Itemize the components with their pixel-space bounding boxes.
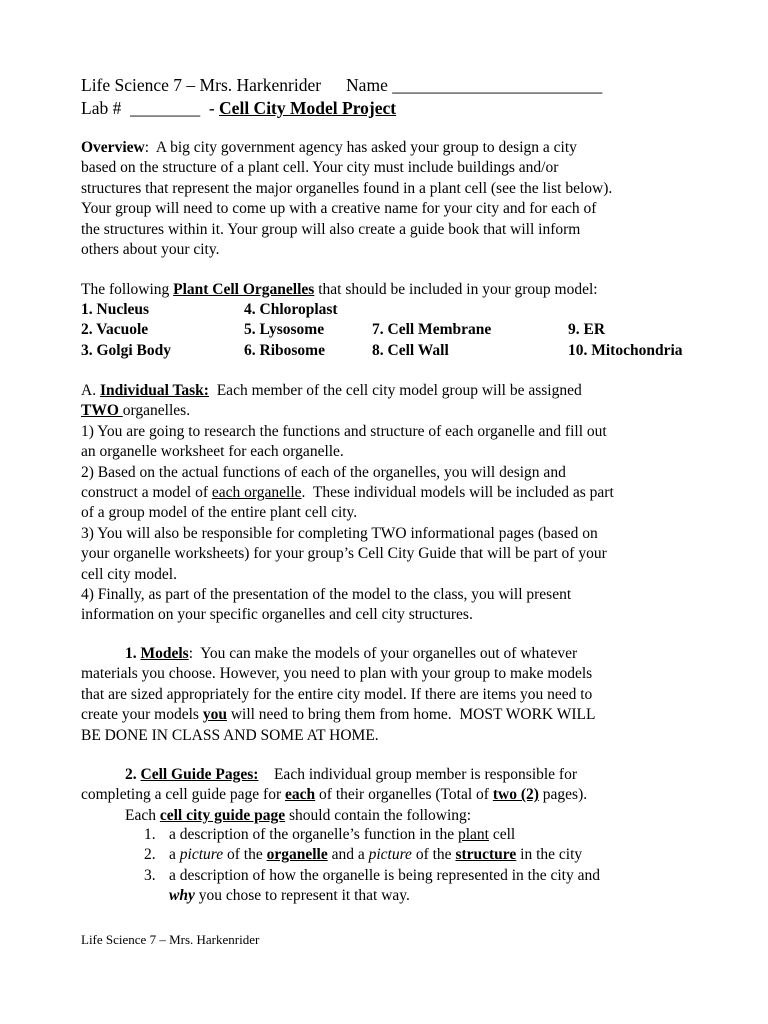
header-line-2 bbox=[81, 97, 396, 119]
why-emphasis: why bbox=[169, 887, 195, 905]
list-text: a bbox=[169, 846, 180, 864]
you-emphasis: you bbox=[202, 706, 227, 724]
name-field-label: Name ________________________ bbox=[346, 75, 603, 95]
task-text: cell city model. bbox=[81, 565, 177, 583]
guide-pages-section bbox=[81, 765, 721, 826]
guide-text: Each individual group member is responsible for bbox=[258, 766, 578, 783]
two-emphasis: TWO bbox=[81, 402, 123, 420]
list-text: cell bbox=[488, 826, 516, 843]
models-text: BE DONE IN CLASS AND SOME AT HOME. bbox=[81, 726, 379, 744]
each-emphasis: each bbox=[285, 786, 316, 804]
organelle-item: 8. Cell Wall bbox=[372, 341, 449, 359]
list-text: a description of how the organelle is being represented in the city and bbox=[169, 866, 600, 884]
organelle-item: 3. Golgi Body bbox=[81, 341, 172, 359]
list-text: of the bbox=[411, 846, 456, 864]
task-text: organelles. bbox=[122, 402, 191, 420]
task-text: your organelle worksheets) for your group’s Cell City Guide that will be part of your bbox=[81, 545, 607, 563]
models-text: create your models bbox=[81, 706, 203, 724]
organelle-list bbox=[81, 300, 721, 361]
page-footer: Life Science 7 – Mrs. Harkenrider bbox=[81, 932, 260, 947]
organelle-emphasis: organelle bbox=[266, 846, 328, 864]
list-item bbox=[144, 825, 600, 845]
list-item bbox=[144, 845, 600, 865]
guide-text: Each bbox=[125, 806, 160, 824]
task-text: construct a model of bbox=[81, 484, 212, 502]
organelle-row bbox=[81, 341, 721, 361]
organelle-item: 6. Ribosome bbox=[244, 341, 325, 359]
list-text: you chose to represent it that way. bbox=[194, 887, 410, 905]
overview-line: structures that represent the major organelles found in a plant cell (see the list below). bbox=[81, 179, 613, 197]
list-number: 1. bbox=[144, 826, 156, 843]
models-text: that are sized appropriately for the entire city model. If there are items you need to bbox=[81, 685, 593, 703]
list-text: a description of the organelle’s function in the bbox=[169, 826, 458, 843]
organelle-item: 7. Cell Membrane bbox=[372, 321, 492, 339]
task-text: 2) Based on the actual functions of each of the organelles, you will design and bbox=[81, 463, 566, 481]
organelle-item: 9. ER bbox=[568, 321, 606, 339]
guide-requirements-list bbox=[144, 825, 600, 907]
organelle-item: 10. Mitochondria bbox=[568, 341, 683, 359]
list-number: 2. bbox=[144, 846, 156, 864]
organelle-row bbox=[81, 300, 721, 320]
task-text: an organelle worksheet for each organelle. bbox=[81, 443, 344, 461]
section-prefix: 1. bbox=[125, 645, 141, 662]
task-text: Each member of the cell city model group will be assigned bbox=[208, 382, 582, 399]
task-text: of a group model of the entire plant cell city. bbox=[81, 504, 358, 522]
models-text: materials you choose. However, you need to plan with your group to make models bbox=[81, 665, 593, 683]
picture-emphasis: picture bbox=[368, 846, 412, 864]
guide-pages-heading: Cell Guide Pages: bbox=[140, 766, 259, 783]
overview-label: Overview bbox=[81, 139, 145, 156]
individual-task-heading: Individual Task: bbox=[99, 382, 209, 399]
overview-line: Your group will need to come up with a creative name for your city and for each of bbox=[81, 200, 597, 218]
models-heading: Models bbox=[140, 645, 189, 662]
structure-emphasis: structure bbox=[455, 846, 517, 864]
individual-task-section bbox=[81, 381, 721, 626]
organelle-item: 1. Nucleus bbox=[81, 301, 150, 318]
task-text: 1) You are going to research the functions and structure of each organelle and fill out bbox=[81, 422, 607, 440]
organelle-item: 5. Lysosome bbox=[244, 321, 325, 339]
organelle-row bbox=[81, 320, 721, 340]
list-text: of the bbox=[223, 846, 267, 864]
organelles-heading: Plant Cell Organelles bbox=[173, 281, 315, 298]
models-section bbox=[81, 644, 721, 746]
organelle-item: 4. Chloroplast bbox=[244, 301, 338, 318]
overview-section bbox=[81, 138, 721, 260]
overview-line: based on the structure of a plant cell. Your city must include buildings and/or bbox=[81, 159, 559, 177]
each-organelle-emphasis: each organelle bbox=[211, 484, 302, 502]
models-text: will need to bring them from home. MOST WORK WILL bbox=[226, 706, 596, 724]
overview-line: : A big city government agency has asked your group to design a city bbox=[144, 139, 577, 156]
section-prefix: 2. bbox=[125, 766, 141, 783]
header-line-1 bbox=[81, 74, 602, 96]
task-text: 3) You will also be responsible for completing TWO informational pages (based on bbox=[81, 524, 598, 542]
two-pages-emphasis: two (2) bbox=[492, 786, 539, 804]
lab-number-label: Lab # ________ - bbox=[81, 98, 220, 118]
overview-line: the structures within it. Your group will also create a guide book that will inform bbox=[81, 220, 581, 238]
section-prefix: A. bbox=[81, 382, 100, 399]
models-text: : You can make the models of your organelles out of whatever bbox=[188, 645, 578, 662]
intro-text: that should be included in your group model: bbox=[314, 281, 598, 298]
course-title: Life Science 7 – Mrs. Harkenrider bbox=[81, 75, 322, 95]
list-text: and a bbox=[327, 846, 369, 864]
list-item bbox=[144, 866, 600, 907]
task-text: . These individual models will be included as part bbox=[301, 484, 614, 502]
overview-line: others about your city. bbox=[81, 241, 220, 259]
picture-emphasis: picture bbox=[179, 846, 224, 864]
guide-page-emphasis: cell city guide page bbox=[159, 806, 286, 824]
list-number: 3. bbox=[144, 866, 156, 884]
organelle-item: 2. Vacuole bbox=[81, 321, 149, 339]
intro-text: The following bbox=[81, 281, 174, 298]
task-text: information on your specific organelles and cell city structures. bbox=[81, 606, 473, 624]
guide-text: pages). bbox=[538, 786, 588, 804]
guide-text: of their organelles (Total of bbox=[315, 786, 493, 804]
plant-emphasis: plant bbox=[457, 826, 489, 843]
guide-text: completing a cell guide page for bbox=[81, 786, 286, 804]
project-title: Cell City Model Project bbox=[219, 98, 397, 118]
list-text: in the city bbox=[516, 846, 583, 864]
guide-text: should contain the following: bbox=[285, 806, 472, 824]
task-text: 4) Finally, as part of the presentation of the model to the class, you will present bbox=[81, 586, 572, 604]
organelles-intro bbox=[81, 280, 721, 300]
